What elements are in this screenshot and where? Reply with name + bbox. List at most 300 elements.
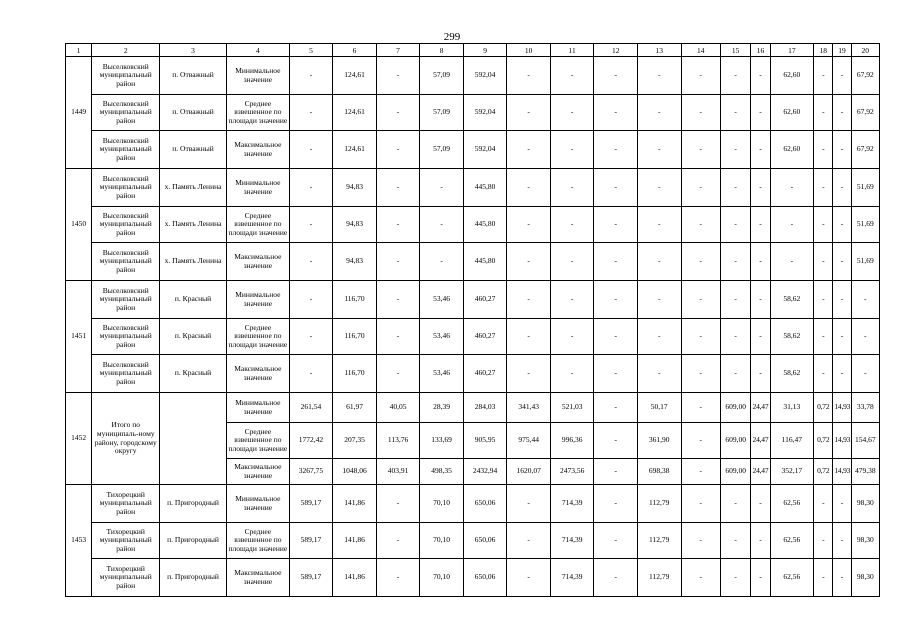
value-cell: 592,04 — [463, 95, 507, 131]
value-cell: - — [594, 459, 638, 485]
value-cell: - — [594, 523, 638, 559]
value-cell: 0,72 — [814, 459, 833, 485]
value-cell: 116,70 — [333, 281, 377, 319]
value-cell: 403,91 — [376, 459, 420, 485]
value-cell: 94,83 — [333, 243, 377, 281]
table-row — [66, 355, 880, 393]
value-cell: - — [594, 57, 638, 95]
value-cell: 133,69 — [420, 423, 464, 459]
value-cell: 62,56 — [770, 559, 814, 597]
value-cell: 3267,75 — [289, 459, 333, 485]
value-cell: 975,44 — [507, 423, 551, 459]
value-cell: - — [720, 95, 750, 131]
value-cell: 14,93 — [833, 459, 851, 485]
value-cell: 589,17 — [289, 559, 333, 597]
value-cell: - — [637, 355, 681, 393]
value-cell: 650,06 — [463, 523, 507, 559]
table-row — [66, 207, 880, 243]
value-type: Максимальное значение — [226, 559, 289, 597]
value-cell: - — [814, 95, 833, 131]
table-row — [66, 393, 880, 423]
column-header-5: 5 — [289, 44, 333, 57]
value-cell: 58,62 — [770, 319, 814, 355]
value-cell: - — [594, 95, 638, 131]
value-cell: - — [507, 559, 551, 597]
column-header-19: 19 — [833, 44, 851, 57]
district-name: Тихорецкий муниципальный район — [92, 559, 160, 597]
value-type: Среднее взвешенное по площади значение — [226, 95, 289, 131]
value-cell: - — [851, 281, 879, 319]
value-cell: - — [376, 95, 420, 131]
value-cell: - — [507, 207, 551, 243]
value-cell: - — [751, 523, 770, 559]
value-cell: - — [637, 207, 681, 243]
value-cell: 650,06 — [463, 559, 507, 597]
row-id: 1450 — [66, 169, 92, 281]
column-header-20: 20 — [851, 44, 879, 57]
value-cell: - — [507, 169, 551, 207]
settlement-name: п. Отважный — [160, 131, 227, 169]
settlement-name: х. Память Ленина — [160, 243, 227, 281]
value-cell: 361,90 — [637, 423, 681, 459]
value-cell: - — [637, 95, 681, 131]
value-cell: - — [814, 485, 833, 523]
value-cell: - — [594, 485, 638, 523]
value-cell: - — [833, 355, 851, 393]
value-cell: 592,04 — [463, 57, 507, 95]
table-row — [66, 523, 880, 559]
value-cell: 62,56 — [770, 485, 814, 523]
value-cell: - — [681, 459, 720, 485]
value-cell: 112,79 — [637, 485, 681, 523]
value-cell: 67,92 — [851, 57, 879, 95]
value-cell: - — [720, 355, 750, 393]
value-cell: - — [376, 319, 420, 355]
column-header-13: 13 — [637, 44, 681, 57]
value-cell: - — [751, 131, 770, 169]
value-cell: - — [507, 131, 551, 169]
value-cell: 141,86 — [333, 485, 377, 523]
value-cell: 2432,94 — [463, 459, 507, 485]
settlement-name: п. Красный — [160, 319, 227, 355]
value-cell: - — [851, 319, 879, 355]
column-header-9: 9 — [463, 44, 507, 57]
value-cell: - — [681, 95, 720, 131]
value-cell: 460,27 — [463, 281, 507, 319]
row-id: 1452 — [66, 393, 92, 485]
value-cell: - — [751, 485, 770, 523]
value-cell: - — [594, 559, 638, 597]
value-cell: - — [550, 207, 594, 243]
value-cell: - — [550, 169, 594, 207]
value-cell: 2473,56 — [550, 459, 594, 485]
value-cell: 94,83 — [333, 207, 377, 243]
value-cell: - — [720, 281, 750, 319]
value-cell: - — [594, 423, 638, 459]
value-type: Минимальное значение — [226, 281, 289, 319]
value-cell: - — [594, 131, 638, 169]
value-cell: - — [376, 485, 420, 523]
value-cell: - — [637, 131, 681, 169]
value-cell: - — [376, 57, 420, 95]
row-id: 1451 — [66, 281, 92, 393]
value-cell: 50,17 — [637, 393, 681, 423]
value-type: Минимальное значение — [226, 57, 289, 95]
value-cell: 714,39 — [550, 559, 594, 597]
value-cell: - — [751, 281, 770, 319]
value-cell: - — [637, 57, 681, 95]
value-cell: 14,93 — [833, 423, 851, 459]
value-cell: - — [681, 243, 720, 281]
value-cell: - — [507, 95, 551, 131]
value-cell: - — [681, 393, 720, 423]
value-cell: - — [420, 169, 464, 207]
page-number: 299 — [443, 31, 461, 43]
value-cell: - — [833, 559, 851, 597]
settlement-name: п. Красный — [160, 355, 227, 393]
table-row — [66, 281, 880, 319]
column-header-6: 6 — [333, 44, 377, 57]
settlement-name: х. Память Ленина — [160, 169, 227, 207]
value-cell: 124,61 — [333, 131, 377, 169]
table-row — [66, 95, 880, 131]
value-type: Среднее взвешенное по площади значение — [226, 523, 289, 559]
value-cell: - — [814, 57, 833, 95]
value-cell: 1772,42 — [289, 423, 333, 459]
value-cell: - — [833, 281, 851, 319]
value-cell: - — [720, 559, 750, 597]
value-cell: - — [751, 243, 770, 281]
value-cell: 40,05 — [376, 393, 420, 423]
column-header-14: 14 — [681, 44, 720, 57]
value-cell: - — [289, 281, 333, 319]
value-cell: 62,60 — [770, 131, 814, 169]
value-cell: 53,46 — [420, 355, 464, 393]
value-cell: 58,62 — [770, 355, 814, 393]
value-cell: - — [814, 559, 833, 597]
district-name: Выселковский муниципальный район — [92, 281, 160, 319]
value-cell: 589,17 — [289, 523, 333, 559]
value-cell: 1620,07 — [507, 459, 551, 485]
value-cell: - — [507, 57, 551, 95]
value-cell: - — [720, 207, 750, 243]
value-cell: 28,39 — [420, 393, 464, 423]
column-header-18: 18 — [814, 44, 833, 57]
value-cell: 62,60 — [770, 57, 814, 95]
value-type: Максимальное значение — [226, 355, 289, 393]
value-cell: 0,72 — [814, 393, 833, 423]
district-name: Выселковский муниципальный район — [92, 355, 160, 393]
column-header-2: 2 — [92, 44, 160, 57]
value-cell: - — [376, 355, 420, 393]
value-cell: 33,78 — [851, 393, 879, 423]
value-cell: 24,47 — [751, 423, 770, 459]
value-cell: 57,09 — [420, 131, 464, 169]
value-cell: - — [833, 319, 851, 355]
value-cell: - — [420, 207, 464, 243]
value-cell: 51,69 — [851, 169, 879, 207]
value-cell: 51,69 — [851, 243, 879, 281]
settlement-name: п. Пригородный — [160, 485, 227, 523]
district-name: Выселковский муниципальный район — [92, 243, 160, 281]
value-cell: 62,56 — [770, 523, 814, 559]
value-cell: 905,95 — [463, 423, 507, 459]
value-cell: - — [681, 319, 720, 355]
value-cell: - — [550, 243, 594, 281]
settlement-name: п. Пригородный — [160, 559, 227, 597]
value-cell: - — [289, 355, 333, 393]
value-type: Минимальное значение — [226, 169, 289, 207]
column-header-1: 1 — [66, 44, 92, 57]
value-cell: - — [751, 319, 770, 355]
value-cell: 98,30 — [851, 485, 879, 523]
value-type: Минимальное значение — [226, 485, 289, 523]
value-cell: 609,00 — [720, 393, 750, 423]
value-cell: - — [681, 131, 720, 169]
value-cell: 116,70 — [333, 355, 377, 393]
value-cell: - — [594, 169, 638, 207]
value-cell: - — [751, 355, 770, 393]
value-cell: - — [833, 131, 851, 169]
value-cell: - — [637, 243, 681, 281]
value-cell: - — [751, 169, 770, 207]
value-cell: - — [814, 355, 833, 393]
value-cell: - — [594, 281, 638, 319]
table-row — [66, 319, 880, 355]
value-cell: 445,80 — [463, 169, 507, 207]
value-cell: - — [637, 319, 681, 355]
value-cell: 51,69 — [851, 207, 879, 243]
value-cell: 113,76 — [376, 423, 420, 459]
value-cell: 116,47 — [770, 423, 814, 459]
value-cell: - — [814, 131, 833, 169]
value-cell: - — [833, 523, 851, 559]
value-cell: 609,00 — [720, 459, 750, 485]
value-cell: - — [770, 243, 814, 281]
column-header-11: 11 — [550, 44, 594, 57]
value-cell: 94,83 — [333, 169, 377, 207]
table-row — [66, 169, 880, 207]
value-cell: 141,86 — [333, 523, 377, 559]
value-cell: - — [751, 207, 770, 243]
value-cell: 70,10 — [420, 559, 464, 597]
table-row — [66, 57, 880, 95]
value-cell: - — [507, 281, 551, 319]
value-cell: - — [594, 207, 638, 243]
column-header-10: 10 — [507, 44, 551, 57]
value-cell: - — [751, 95, 770, 131]
column-header-8: 8 — [420, 44, 464, 57]
value-cell: 261,54 — [289, 393, 333, 423]
value-cell: 284,03 — [463, 393, 507, 423]
value-cell: 714,39 — [550, 485, 594, 523]
value-cell: - — [376, 243, 420, 281]
value-cell: - — [681, 423, 720, 459]
value-cell: - — [594, 243, 638, 281]
settlement-name: п. Пригородный — [160, 523, 227, 559]
value-cell: 154,67 — [851, 423, 879, 459]
value-cell: - — [681, 281, 720, 319]
value-cell: 61,97 — [333, 393, 377, 423]
district-name: Выселковский муниципальный район — [92, 131, 160, 169]
settlement-name: п. Отважный — [160, 57, 227, 95]
settlement-name: х. Память Ленина — [160, 207, 227, 243]
value-cell: - — [833, 207, 851, 243]
value-cell: 67,92 — [851, 95, 879, 131]
value-cell: - — [720, 319, 750, 355]
value-cell: 98,30 — [851, 559, 879, 597]
value-cell: - — [507, 243, 551, 281]
value-cell: - — [720, 57, 750, 95]
value-cell: - — [814, 281, 833, 319]
cadastral-value-table — [65, 43, 880, 597]
value-cell: 498,35 — [420, 459, 464, 485]
value-cell: - — [550, 355, 594, 393]
value-cell: 714,39 — [550, 523, 594, 559]
value-cell: - — [289, 169, 333, 207]
value-cell: 67,92 — [851, 131, 879, 169]
value-type: Среднее взвешенное по площади значение — [226, 319, 289, 355]
value-cell: - — [376, 131, 420, 169]
settlement-name — [160, 393, 227, 485]
table-row — [66, 559, 880, 597]
value-cell: 996,36 — [550, 423, 594, 459]
value-cell: 24,47 — [751, 459, 770, 485]
value-cell: 460,27 — [463, 355, 507, 393]
value-cell: - — [833, 243, 851, 281]
row-id: 1449 — [66, 57, 92, 169]
value-cell: - — [550, 319, 594, 355]
value-cell: 0,72 — [814, 423, 833, 459]
table-row — [66, 485, 880, 523]
value-cell: 1048,06 — [333, 459, 377, 485]
value-type: Среднее взвешенное по площади значение — [226, 423, 289, 459]
value-cell: - — [720, 131, 750, 169]
district-name: Выселковский муниципальный район — [92, 319, 160, 355]
value-cell: - — [376, 523, 420, 559]
value-cell: - — [289, 57, 333, 95]
value-cell: - — [594, 355, 638, 393]
value-cell: 124,61 — [333, 57, 377, 95]
value-cell: - — [376, 169, 420, 207]
value-cell: - — [550, 131, 594, 169]
value-cell: - — [289, 319, 333, 355]
value-cell: - — [681, 207, 720, 243]
value-cell: - — [507, 523, 551, 559]
settlement-name: п. Отважный — [160, 95, 227, 131]
value-cell: - — [681, 523, 720, 559]
table-row — [66, 131, 880, 169]
value-cell: 62,60 — [770, 95, 814, 131]
value-cell: - — [833, 95, 851, 131]
column-header-16: 16 — [751, 44, 770, 57]
district-name: Выселковский муниципальный район — [92, 207, 160, 243]
value-cell: - — [507, 485, 551, 523]
value-cell: 698,38 — [637, 459, 681, 485]
value-cell: - — [376, 559, 420, 597]
value-cell: - — [833, 169, 851, 207]
value-cell: - — [289, 95, 333, 131]
value-cell: - — [814, 207, 833, 243]
value-cell: 98,30 — [851, 523, 879, 559]
value-cell: 521,03 — [550, 393, 594, 423]
value-cell: - — [594, 319, 638, 355]
value-type: Максимальное значение — [226, 243, 289, 281]
value-type: Максимальное значение — [226, 131, 289, 169]
value-cell: 341,43 — [507, 393, 551, 423]
value-cell: 124,61 — [333, 95, 377, 131]
value-cell: - — [720, 243, 750, 281]
value-cell: 57,09 — [420, 95, 464, 131]
column-header-17: 17 — [770, 44, 814, 57]
value-cell: - — [770, 169, 814, 207]
column-header-7: 7 — [376, 44, 420, 57]
value-cell: 53,46 — [420, 319, 464, 355]
value-cell: - — [507, 355, 551, 393]
value-cell: - — [637, 281, 681, 319]
value-cell: 445,80 — [463, 207, 507, 243]
value-cell: - — [720, 485, 750, 523]
value-cell: 70,10 — [420, 485, 464, 523]
district-name: Тихорецкий муниципальный район — [92, 523, 160, 559]
value-cell: - — [376, 281, 420, 319]
district-name: Выселковский муниципальный район — [92, 169, 160, 207]
value-cell: - — [550, 95, 594, 131]
header-row — [66, 44, 880, 57]
value-cell: - — [637, 169, 681, 207]
value-cell: 479,38 — [851, 459, 879, 485]
value-cell: 116,70 — [333, 319, 377, 355]
value-cell: - — [594, 393, 638, 423]
district-name: Тихорецкий муниципальный район — [92, 485, 160, 523]
value-cell: - — [289, 131, 333, 169]
value-cell: 589,17 — [289, 485, 333, 523]
value-cell: 57,09 — [420, 57, 464, 95]
value-type: Максимальное значение — [226, 459, 289, 485]
value-cell: 112,79 — [637, 559, 681, 597]
value-type: Среднее взвешенное по площади значение — [226, 207, 289, 243]
value-cell: 141,86 — [333, 559, 377, 597]
value-cell: - — [720, 523, 750, 559]
settlement-name: п. Красный — [160, 281, 227, 319]
value-cell: 207,35 — [333, 423, 377, 459]
value-cell: 58,62 — [770, 281, 814, 319]
value-cell: - — [770, 207, 814, 243]
table-row — [66, 243, 880, 281]
column-header-3: 3 — [160, 44, 227, 57]
value-cell: 445,80 — [463, 243, 507, 281]
value-cell: 112,79 — [637, 523, 681, 559]
column-header-12: 12 — [594, 44, 638, 57]
value-cell: 24,47 — [751, 393, 770, 423]
value-cell: 31,13 — [770, 393, 814, 423]
district-name: Выселковский муниципальный район — [92, 57, 160, 95]
value-cell: - — [681, 559, 720, 597]
column-header-4: 4 — [226, 44, 289, 57]
value-type: Минимальное значение — [226, 393, 289, 423]
value-cell: - — [814, 169, 833, 207]
value-cell: 352,17 — [770, 459, 814, 485]
value-cell: 460,27 — [463, 319, 507, 355]
value-cell: - — [814, 319, 833, 355]
value-cell: - — [851, 355, 879, 393]
value-cell: - — [681, 57, 720, 95]
value-cell: - — [681, 355, 720, 393]
row-id: 1453 — [66, 485, 92, 597]
value-cell: 650,06 — [463, 485, 507, 523]
value-cell: - — [376, 207, 420, 243]
value-cell: - — [289, 207, 333, 243]
